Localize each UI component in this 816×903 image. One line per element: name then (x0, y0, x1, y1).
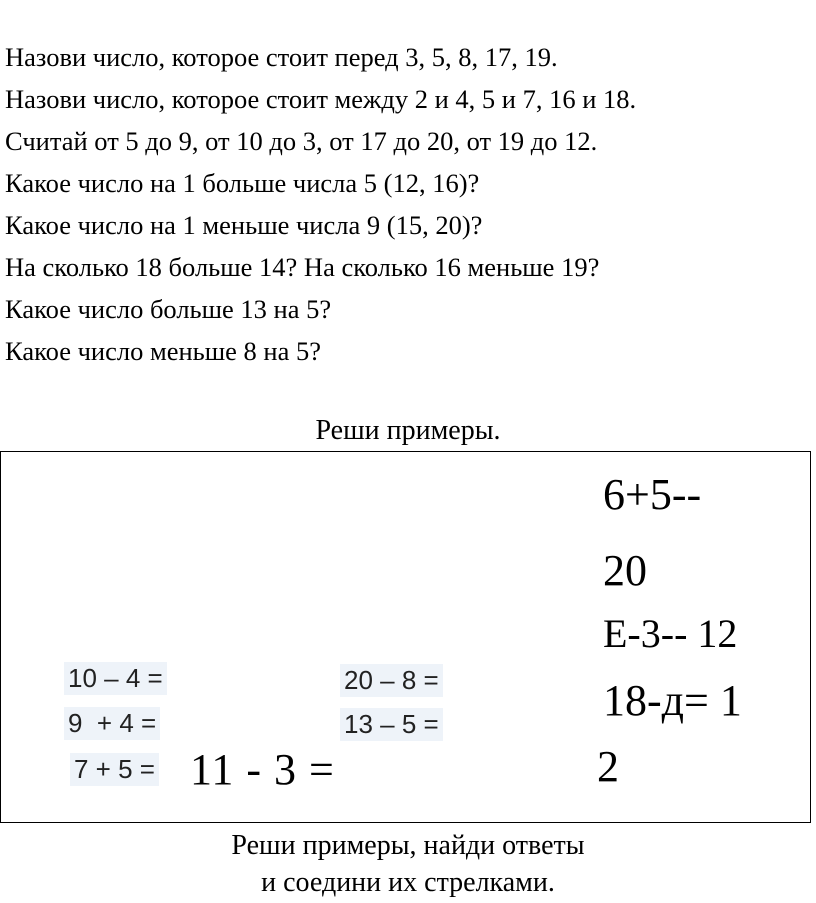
example-left-2: 9 + 4 = (64, 707, 160, 740)
footer-line-2: и соедини их стрелками. (261, 867, 555, 898)
right-expression-2: 20 (603, 546, 647, 595)
right-expression-3: Е-3-- 12 (603, 611, 738, 656)
question-item: Назови число, которое стоит между 2 и 4, 5 и 7, 16 и 18. (5, 84, 637, 114)
section-title: Реши примеры. (315, 415, 501, 446)
question-item: Какое число больше 13 на 5? (5, 294, 332, 324)
question-item: На сколько 18 больше 14? На сколько 16 меньше 19? (5, 252, 600, 282)
example-middle-2: 13 – 5 = (340, 708, 443, 741)
right-expression-5: 2 (597, 742, 619, 791)
right-expression-4: 18-д= 1 (603, 676, 742, 725)
inline-example: 11 - 3 = (190, 745, 335, 794)
example-left-3: 7 + 5 = (70, 753, 159, 786)
footer-line-1: Реши примеры, найди ответы (231, 830, 585, 861)
question-item: Какое число на 1 больше числа 5 (12, 16)? (5, 168, 480, 198)
question-item: Какое число на 1 меньше числа 9 (15, 20)? (5, 210, 483, 240)
question-item: Считай от 5 до 9, от 10 до 3, от 17 до 20, от 19 до 12. (5, 126, 598, 156)
question-item: Какое число меньше 8 на 5? (5, 336, 321, 366)
question-item: Назови число, которое стоит перед 3, 5, 8, 17, 19. (5, 42, 558, 72)
example-left-1: 10 – 4 = (64, 662, 167, 695)
right-expression-1: 6+5-- (603, 470, 702, 519)
question-list (5, 36, 636, 372)
example-middle-1: 20 – 8 = (340, 664, 443, 697)
